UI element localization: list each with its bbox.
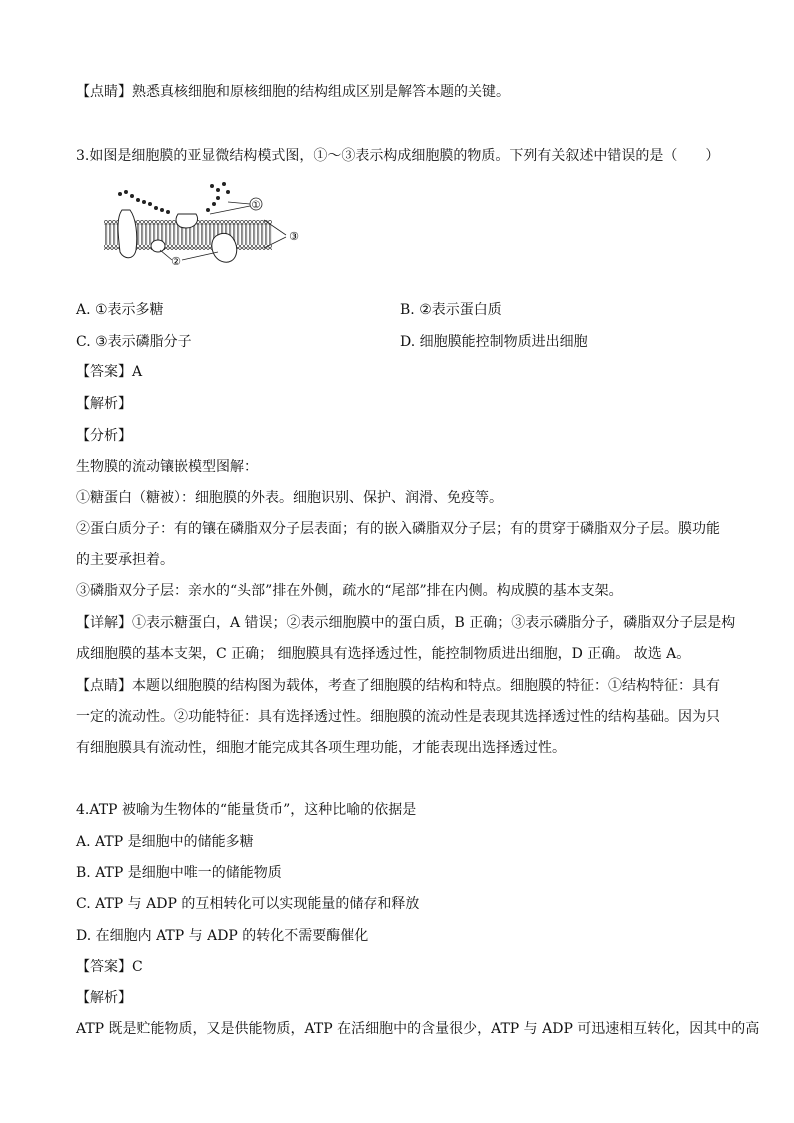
q2-dianjing: 【点睛】熟悉真核细胞和原核细胞的结构组成区别是解答本题的关键。 <box>76 84 510 100</box>
q3-dianjing-line: 一定的流动性。②功能特征：具有选择透过性。细胞膜的流动性是表现其选择透过性的结构基础。因为只 <box>76 709 720 725</box>
diagram-label-2: ② <box>171 255 181 265</box>
q3-analysis-line: ②蛋白质分子：有的镶在磷脂双分子层表面；有的嵌入磷脂双分子层；有的贯穿于磷脂双分子层。膜功能 <box>76 521 720 537</box>
q4-option-b: B. ATP 是细胞中唯一的储能物质 <box>76 865 282 881</box>
q3-analysis-line: ①糖蛋白（糖被）：细胞膜的外表。细胞识别、保护、润滑、免疫等。 <box>76 490 503 506</box>
diagram-label-3: ③ <box>289 230 299 243</box>
q3-answer: 【答案】A <box>76 364 143 380</box>
q3-stem: 3.如图是细胞膜的亚显微结构模式图，①～③表示构成细胞膜的物质。下列有关叙述中错误的是（ ） <box>76 148 720 164</box>
q4-option-a: A. ATP 是细胞中的储能多糖 <box>76 834 254 850</box>
q3-xiangjie-line: 【详解】①表示糖蛋白，A 错误；②表示细胞膜中的蛋白质，B 正确；③表示磷脂分子，磷脂双分子层是构 <box>76 615 736 631</box>
q4-explanation-line: ATP 既是贮能物质，又是供能物质，ATP 在活细胞中的含量很少，ATP 与 ADP 可迅速相互转化，因其中的高 <box>76 1021 760 1037</box>
q3-option-a: A. ①表示多糖 <box>76 302 164 318</box>
q3-option-d: D. 细胞膜能控制物质进出细胞 <box>400 334 588 350</box>
q3-fenxi-heading: 【分析】 <box>76 428 132 444</box>
diagram-label-1: ① <box>251 200 261 211</box>
q4-jiexi-heading: 【解析】 <box>76 990 132 1006</box>
q3-option-c: C. ③表示磷脂分子 <box>76 334 192 350</box>
q3-dianjing-line: 【点睛】本题以细胞膜的结构图为载体，考查了细胞膜的结构和特点。细胞膜的特征：①结构特征：具有 <box>76 678 720 694</box>
q4-answer: 【答案】C <box>76 959 143 975</box>
cell-membrane-diagram <box>100 180 305 265</box>
glycan-chains <box>118 182 230 214</box>
q3-analysis-line: ③磷脂双分子层：亲水的“头部”排在外侧，疏水的“尾部”排在内侧。构成膜的基本支架。 <box>76 583 623 599</box>
q3-jiexi-heading: 【解析】 <box>76 396 132 412</box>
q3-analysis-line: 生物膜的流动镶嵌模型图解： <box>76 459 258 475</box>
q3-xiangjie-line: 成细胞膜的基本支架，C 正确； 细胞膜具有选择透过性，能控制物质进出细胞，D 正确。 故选 A。 <box>76 646 691 662</box>
q3-analysis-line: 的主要承担着。 <box>76 552 174 568</box>
q4-option-c: C. ATP 与 ADP 的互相转化可以实现能量的储存和释放 <box>76 896 420 912</box>
q3-dianjing-line: 有细胞膜具有流动性，细胞才能完成其各项生理功能，才能表现出选择透过性。 <box>76 740 566 756</box>
q4-stem: 4.ATP 被喻为生物体的“能量货币”，这种比喻的依据是 <box>76 802 417 818</box>
q3-option-b: B. ②表示蛋白质 <box>400 302 502 318</box>
q4-option-d: D. 在细胞内 ATP 与 ADP 的转化不需要酶催化 <box>76 928 369 944</box>
